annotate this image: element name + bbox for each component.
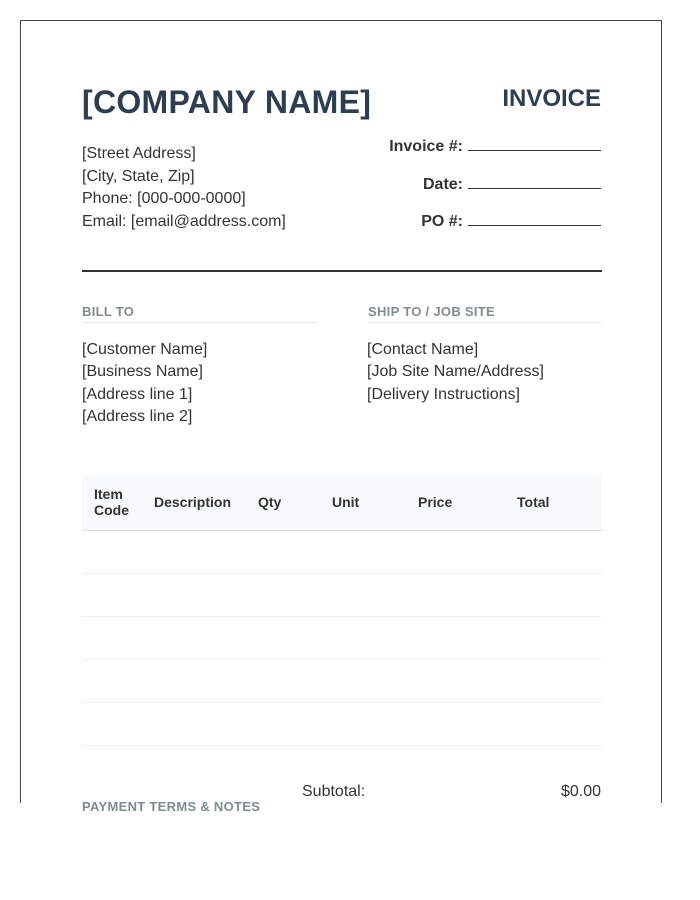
invoice-date-label: Date: (422, 175, 463, 193)
column-header-item-code: Item Code (94, 486, 129, 518)
table-row[interactable] (82, 531, 602, 574)
ship-to-contact-name: [Contact Name] (367, 341, 479, 358)
invoice-date-field (389, 174, 601, 212)
ship-to-job-site: [Job Site Name/Address] (367, 363, 544, 381)
ship-to-heading: SHIP TO / JOB SITE (368, 304, 602, 323)
invoice-page (20, 20, 662, 814)
invoice-number-field (389, 136, 601, 174)
po-number-label: PO #: (421, 213, 463, 230)
column-header-unit: Unit (332, 494, 360, 510)
payment-terms-heading: PAYMENT TERMS & NOTES (82, 799, 261, 814)
company-name: [COMPANY NAME] (82, 84, 372, 120)
invoice-number-blank[interactable] (468, 136, 601, 151)
ship-to-delivery-instructions: [Delivery Instructions] (367, 385, 520, 403)
bill-to-customer-name: [Customer Name] (82, 341, 208, 358)
company-city-state-zip: [City, State, Zip] (82, 167, 195, 185)
po-number-blank[interactable] (468, 211, 601, 226)
bill-to-address (82, 339, 207, 428)
bill-to-address-line-2: [Address line 2] (82, 407, 193, 425)
company-street: [Street Address] (82, 145, 196, 162)
column-header-price: Price (418, 494, 453, 510)
invoice-number-label: Invoice #: (389, 138, 463, 155)
column-header-qty: Qty (258, 494, 282, 510)
line-items-table (82, 474, 602, 746)
invoice-date-blank[interactable] (468, 174, 601, 189)
subtotal-label: Subtotal: (302, 783, 366, 800)
table-header (82, 474, 602, 531)
bill-to-business-name: [Business Name] (82, 363, 203, 381)
company-phone: Phone: [000-000-0000] (82, 190, 246, 207)
column-header-description: Description (154, 494, 232, 510)
po-number-field (389, 211, 601, 249)
bill-to-address-line-1: [Address line 1] (82, 385, 193, 403)
column-header-total: Total (517, 494, 550, 510)
company-address (82, 143, 286, 233)
company-email: Email: [email@address.com] (82, 212, 286, 230)
header-divider (82, 270, 602, 272)
table-row[interactable] (82, 703, 602, 746)
invoice-title: INVOICE (502, 85, 601, 112)
table-row[interactable] (82, 660, 602, 703)
subtotal-value: $0.00 (560, 783, 601, 800)
table-row[interactable] (82, 617, 602, 660)
table-row[interactable] (82, 574, 602, 617)
invoice-meta-fields (389, 136, 601, 249)
bill-to-heading: BILL TO (82, 304, 318, 323)
ship-to-address (367, 339, 544, 406)
